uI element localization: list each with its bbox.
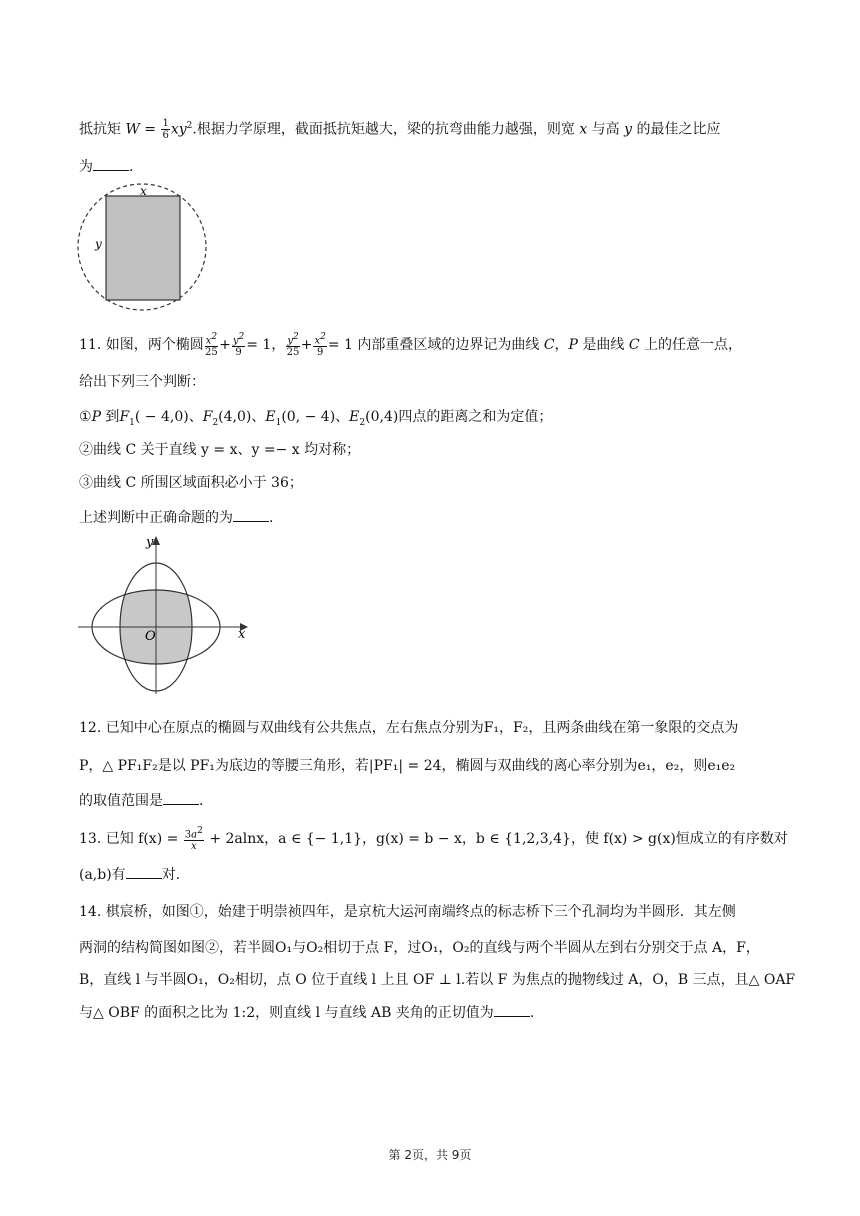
answer-blank	[163, 790, 199, 805]
q11-line1: 11. 如图，两个椭圆 $\frac{x^2}{25}$ + $\frac{y^2}{9}$ = 1， $\frac{y^2}{25}$ + $\frac{x^2}{9}$ = 1 内部重叠区域的边界记为曲线 C，P 是曲线 C 上的任意一点，	[79, 332, 743, 359]
q11-item2: ②曲线 C 关于直线 y = x、y =− x 均对称；	[79, 442, 361, 458]
q13-text: 13. 已知 f(x) =	[79, 831, 183, 848]
q11-item1: ①P 到$F_1( - 4,0)$、$F_2(4,0)$、$E_1(0$, − 4)、$E_2(0,4)$四点的距离之和为定值；	[79, 409, 553, 428]
q11-text-2: 内部重叠区域的边界记为曲线	[357, 337, 544, 354]
q10-text: 抵抗矩	[79, 121, 126, 138]
q11-ask: 上述判断中正确命题的为 .	[79, 507, 273, 528]
q11-figure	[76, 530, 256, 696]
fig-label-x: x	[140, 184, 147, 198]
q12-line1: 12. 已知中心在原点的椭圆与双曲线有公共焦点，左右焦点分别为F₁，F₂，且两条曲线在第一象限的交点为	[79, 720, 739, 736]
axis-label-y: y	[146, 535, 154, 550]
fraction: $\frac{1}{6}$	[162, 118, 169, 142]
q14-line1: 14. 棋宸桥，如图①，始建于明崇祯四年，是京杭大运河南端终点的标志桥下三个孔洞均为半圆形．其左侧	[79, 904, 736, 920]
q11-text-7: 四点的距离之和为定值；	[398, 409, 553, 425]
q12-line2: P，△ PF₁F₂是以 PF₁为底边的等腰三角形，若|PF₁| = 24，椭圆与双曲线的离心率分别为e₁，e₂，则e₁e₂	[79, 758, 736, 774]
q14-line4: 与△ OBF 的面积之比为 1:2，则直线 l 与直线 AB 夹角的正切值为 .	[79, 1002, 534, 1023]
q12-text: 的取值范围是	[79, 793, 163, 809]
q10-text-4: 的最佳之比应	[632, 121, 721, 138]
answer-blank	[233, 507, 269, 522]
q10-line2: 为 .	[79, 156, 133, 177]
q13-line1: 13. 已知 f(x) = $\frac{3a^2}{x}$ + 2alnx，a ∈ {− 1,1}，g(x) = b − x，b ∈ {1,2,3,4}，使 f(x) > g(x)恒成立的有序数对	[79, 826, 788, 853]
q10-line1: 抵抗矩 W = $\frac{1}{6}$ $xy^2$.根据力学原理，截面抵抗矩越大，梁的抗弯曲能力越强，则宽 x 与高 y 的最佳之比应	[79, 118, 721, 142]
q11-text-5: 上的任意一点，	[639, 337, 743, 354]
q11-text-3: ，	[554, 337, 569, 354]
answer-blank	[93, 156, 129, 171]
q11-text-4: 是曲线	[577, 337, 629, 354]
q11-text-6: 到	[100, 409, 120, 425]
fig-label-y: y	[95, 237, 102, 251]
q14-line2: 两洞的结构简图如图②，若半圆O₁与O₂相切于点 F，过O₁，O₂的直线与两个半圆从左到右分别交于点 A，F，	[79, 940, 760, 956]
q10-text-3: 与高	[587, 121, 625, 138]
q14-text: 与△ OBF 的面积之比为 1:2，则直线 l 与直线 AB 夹角的正切值为	[79, 1005, 494, 1021]
q10-figure	[76, 182, 212, 314]
q11-ask-text: 上述判断中正确命题的为	[79, 510, 233, 526]
page-footer: 第 2页，共 9页	[388, 1148, 472, 1162]
origin-label: O	[145, 629, 156, 644]
q10-text-5: 为	[79, 159, 93, 175]
q11-text: 11. 如图，两个椭圆	[79, 337, 204, 354]
q14-line3: B，直线 l 与半圆O₁，O₂相切，点 O 位于直线 l 上且 OF ⊥ l.若以 F 为焦点的抛物线过 A，O，B 三点，且△ OAF	[79, 972, 796, 988]
q11-item1-marker: ①	[79, 409, 92, 425]
q13-text-3: (a,b)有	[79, 867, 126, 883]
axis-label-x: x	[238, 627, 246, 642]
q13-text-4: 对.	[161, 867, 181, 883]
q11-line2: 给出下列三个判断：	[79, 374, 205, 390]
q11-item3: ③曲线 C 所围区域面积必小于 36；	[79, 475, 303, 491]
q13-line2	[79, 864, 180, 885]
answer-blank	[494, 1002, 530, 1017]
answer-blank	[126, 864, 162, 879]
q13-text-2: + 2alnx，a ∈ {− 1,1}，g(x) = b − x，b ∈ {1,2,3,4}，使 f(x) > g(x)恒成立的有序数对	[204, 831, 788, 848]
q10-text-2: .根据力学原理，截面抵抗矩越大，梁的抗弯曲能力越强，则宽	[192, 121, 580, 138]
q12-line3: 的取值范围是 .	[79, 790, 203, 811]
